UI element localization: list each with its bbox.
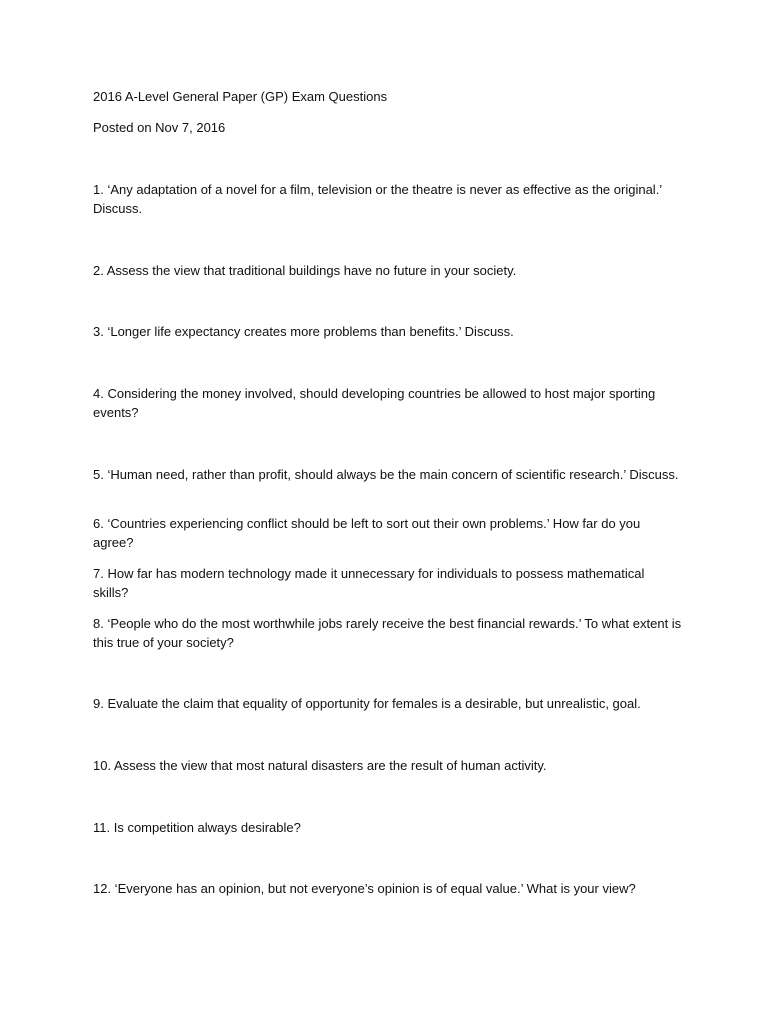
question-item: 8. ‘People who do the most worthwhile jobs rarely receive the best financial rewards.’ To what extent is this true of your society? (93, 616, 682, 650)
question-item: 1. ‘Any adaptation of a novel for a film, television or the theatre is never as effective as the original.’ Discuss. (93, 182, 662, 216)
question-item: 4. Considering the money involved, should developing countries be allowed to host major sporting events? (93, 386, 656, 420)
question-item: 9. Evaluate the claim that equality of opportunity for females is a desirable, but unrealistic, goal. (93, 696, 641, 711)
posted-date: Posted on Nov 7, 2016 (93, 120, 226, 135)
question-item: 12. ‘Everyone has an opinion, but not everyone’s opinion is of equal value.’ What is your view? (93, 881, 636, 896)
question-item: 2. Assess the view that traditional buildings have no future in your society. (93, 263, 517, 278)
question-item: 10. Assess the view that most natural disasters are the result of human activity. (93, 758, 547, 773)
question-item: 11. Is competition always desirable? (93, 820, 301, 835)
document-title: 2016 A-Level General Paper (GP) Exam Questions (93, 89, 388, 104)
question-item: 6. ‘Countries experiencing conflict should be left to sort out their own problems.’ How far do you agree? (93, 516, 641, 550)
question-item: 7. How far has modern technology made it unnecessary for individuals to possess mathematical skills? (93, 566, 645, 600)
question-item: 3. ‘Longer life expectancy creates more problems than benefits.’ Discuss. (93, 324, 514, 339)
question-item: 5. ‘Human need, rather than profit, should always be the main concern of scientific research.’ Discuss. (93, 467, 679, 482)
